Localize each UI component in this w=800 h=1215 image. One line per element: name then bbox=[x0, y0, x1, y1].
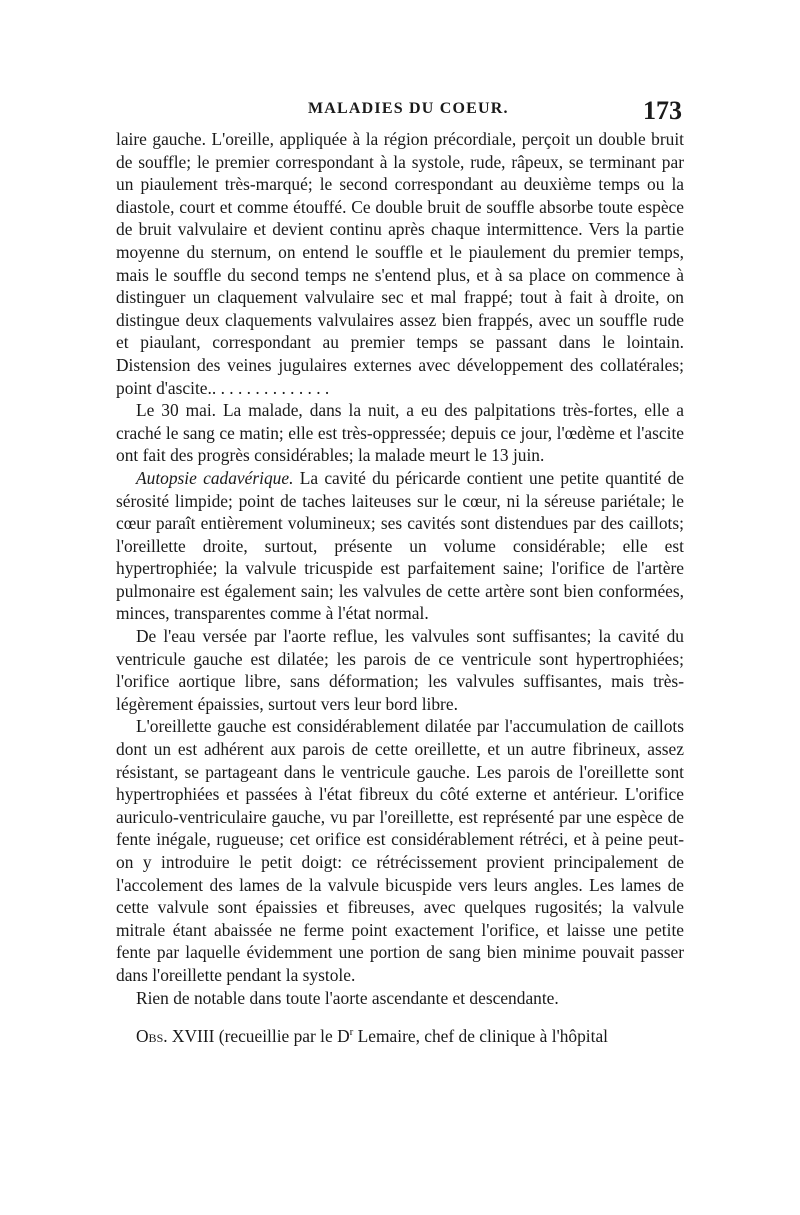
observation-heading bbox=[116, 1025, 684, 1048]
paragraph-left-atrium: L'oreillette gauche est considérablement dilatée par l'accumulation de caillots dont un est adhérent aux parois de cette oreillette, et un autre fibrineux, assez résistant, se partageant dans le ventricule gauche. Les parois de l'oreillette sont hypertrophiées et passées à l'état fibreux du côté externe et antérieur. L'orifice auriculo-ventriculaire gauche, vu par l'oreillette, est représenté par une espèce de fente inégale, rugueuse; cet orifice est considérablement rétréci, et à peine peut-on y introduire le petit doigt: ce rétrécissement provient principalement de l'accolement des lames de la valvule bicuspide vers leurs angles. Les lames de cette valvule sont épaissies et fibreuses, avec quelques rugosités; la valvule mitrale étant abaissée ne ferme point exactement l'orifice, et laisse une petite fente par laquelle évidemment une portion de sang bien minime pouvait passer dans l'oreillette pendant la systole. bbox=[116, 716, 684, 985]
paragraph-text: La cavité du péricarde contient une petite quantité de sérosité limpide; point de taches laiteuses sur le cœur, ni la séreuse pariétale; le cœur paraît entièrement volumineux; ses cavités sont distendues par des caillots; l'oreillette droite, surtout, présente un volume considérable; elle est hypertrophiée; la valvule tricuspide est parfaitement saine; l'orifice de l'artère pulmonaire est également sain; les valvules de cette artère sont bien conformées, minces, transparentes comme à l'état normal. bbox=[116, 467, 684, 624]
running-title: MALADIES DU COEUR. bbox=[308, 100, 509, 117]
observation-text: (recueillie par le D bbox=[214, 1026, 350, 1047]
observation-label: Obs. XVIII bbox=[136, 1026, 215, 1047]
body-text bbox=[116, 128, 684, 1048]
autopsy-heading: Autopsie cadavérique. bbox=[136, 467, 294, 488]
paragraph-aorta-valves: De l'eau versée par l'aorte reflue, les valvules sont suffisantes; la cavité du ventricule gauche est dilatée; les parois de ce ventricule sont hypertrophiées; l'orifice aortique libre, sans déformation; les valvules suffisantes, mais très-légèrement épaissies, surtout vers leur bord libre. bbox=[116, 626, 684, 714]
paragraph-date-entry: Le 30 mai. La malade, dans la nuit, a eu des palpitations très-fortes, elle a craché le sang ce matin; elle est très-oppressée; depuis ce jour, l'œdème et l'ascite ont fait des progrès considérables; la malade meurt le 13 juin. bbox=[116, 400, 684, 466]
observation-superscript: r bbox=[349, 1026, 354, 1039]
dot-leaders: . . . . . . . . . . . . . . bbox=[211, 377, 330, 398]
paragraph-text: laire gauche. L'oreille, appliquée à la région précordiale, perçoit un double bruit de souffle; le premier correspondant à la systole, rude, râpeux, se terminant par un piaulement très-marqué; le second correspondant au deuxième temps ou la diastole, court et comme étouffé. Ce double bruit de souffle absorbe toute espèce de bruit valvulaire et devient continu après chaque intermittence. Vers la partie moyenne du sternum, on entend le souffle et le piaulement du premier temps, mais le souffle du second temps ne s'entend plus, et à sa place on commence à distinguer un claquement valvulaire sec et mal frappé; tout à fait à droite, on distingue deux claquements valvulaires assez bien frappés, avec un souffle rude et piaulant, correspondant au premier temps se passant dans le lointain. Distension des veines jugulaires externes avec développement des collatérales; point d'ascite. bbox=[116, 129, 684, 398]
page-header bbox=[116, 96, 682, 130]
paragraph-autopsy bbox=[116, 467, 684, 625]
observation-text-continued: Lemaire, chef de clinique à l'hôpital bbox=[353, 1026, 609, 1047]
paragraph-continuation bbox=[116, 128, 684, 399]
paragraph-aorta-summary: Rien de notable dans toute l'aorte ascendante et descendante. bbox=[136, 987, 559, 1008]
page-number: 173 bbox=[643, 96, 682, 125]
